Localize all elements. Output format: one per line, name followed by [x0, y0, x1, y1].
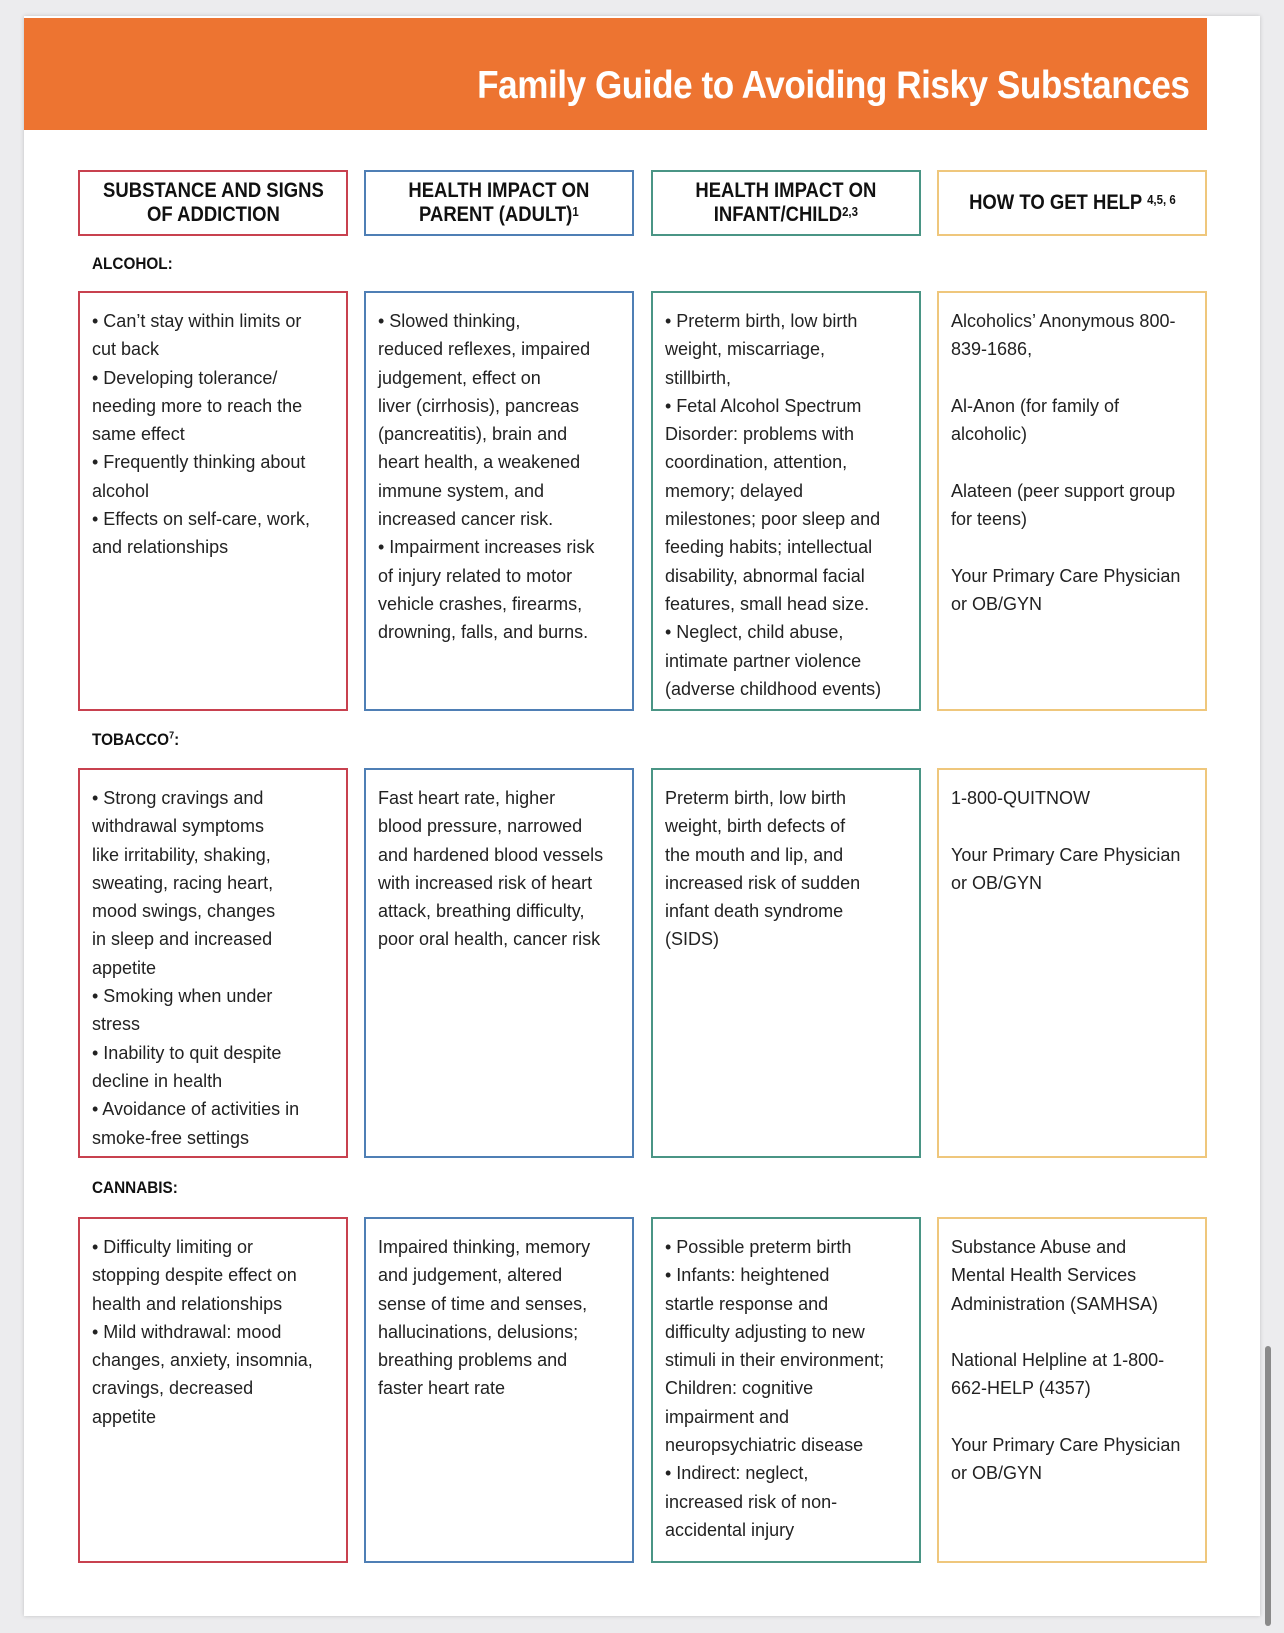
- header-impact-parent: [364, 170, 634, 236]
- alcohol-help-cell: [937, 291, 1207, 711]
- cell-text: • Possible preterm birth • Infants: heightened startle response and difficulty adjusting to new stimuli in their environment; Children: cognitive impairment and neuropsychiatric disease • Indirect: neglect, increased risk of non- accidental injury: [665, 1237, 885, 1540]
- header-footnote: 4,5, 6: [1146, 192, 1176, 207]
- vertical-scrollbar[interactable]: [1265, 1346, 1271, 1626]
- tobacco-help-cell: [937, 768, 1207, 1158]
- cannabis-signs-cell: [78, 1217, 348, 1563]
- cell-text: • Preterm birth, low birth weight, miscarriage, stillbirth, • Fetal Alcohol Spectrum Disorder: problems with coordination, attention, memory; delayed milestones; poor sleep and feeding habits; intellectual disability, abnormal facial features, small head size. • Neglect, child abuse, intimate partner violence (adverse childhood events): [665, 311, 882, 699]
- cell-text: Substance Abuse and Mental Health Services Administration (SAMHSA) National Helpline at 1-800- 662-HELP (4357) Your Primary Care Physician or OB/GYN: [951, 1237, 1181, 1484]
- tobacco-signs-cell: [78, 768, 348, 1158]
- header-footnote: 2,3: [842, 204, 859, 219]
- cell-text: Impaired thinking, memory and judgement, altered sense of time and senses, hallucinations, delusions; breathing problems and faster heart rate: [378, 1237, 591, 1399]
- cell-text: • Difficulty limiting or stopping despite effect on health and relationships • Mild withdrawal: mood changes, anxiety, insomnia, cravings, decreased appetite: [92, 1237, 313, 1427]
- tobacco-child-impact-cell: [651, 768, 921, 1158]
- cell-text: Fast heart rate, higher blood pressure, narrowed and hardened blood vessels with increased risk of heart attack, breathing difficulty, poor oral health, cancer risk: [378, 788, 604, 950]
- alcohol-signs-cell: [78, 291, 348, 711]
- cell-text: • Slowed thinking, reduced reflexes, impaired judgement, effect on liver (cirrhosis), pancreas (pancreatitis), brain and heart health, a weakened immune system, and increased cancer risk. • Impairment increases risk of injury related to motor vehicle crashes, firearms, drowning, falls, and burns.: [378, 311, 595, 643]
- cannabis-help-cell: [937, 1217, 1207, 1563]
- document-page: [24, 16, 1260, 1616]
- header-substance-signs: [78, 170, 348, 236]
- header-get-help: [937, 170, 1207, 236]
- title-banner: [24, 18, 1207, 130]
- alcohol-parent-impact-cell: [364, 291, 634, 711]
- header-impact-child: [651, 170, 921, 236]
- header-label: HOW TO GET HELP: [968, 191, 1142, 214]
- cell-text: Alcoholics’ Anonymous 800- 839-1686, Al-Anon (for family of alcoholic) Alateen (peer support group for teens) Your Primary Care Physician or OB/GYN: [951, 311, 1181, 614]
- header-label: HEALTH IMPACT ON PARENT (ADULT): [408, 179, 590, 226]
- header-footnote: 1: [572, 204, 579, 219]
- cell-text: Preterm birth, low birth weight, birth defects of the mouth and lip, and increased risk of sudden infant death syndrome (SIDS): [665, 788, 861, 950]
- cell-text: 1-800-QUITNOW Your Primary Care Physician or OB/GYN: [951, 788, 1181, 893]
- section-footnote: 7: [169, 730, 175, 742]
- section-label-suffix: :: [174, 730, 180, 749]
- cannabis-child-impact-cell: [651, 1217, 921, 1563]
- cell-text: • Strong cravings and withdrawal symptoms like irritability, shaking, sweating, racing heart, mood swings, changes in sleep and increased appetite • Smoking when under stress • Inability to quit despite decline in health • Avoidance of activities in smoke-free settings: [92, 788, 300, 1148]
- section-label-text: TOBACCO: [92, 730, 170, 749]
- section-label-cannabis: CANNABIS:: [92, 1178, 178, 1197]
- tobacco-parent-impact-cell: [364, 768, 634, 1158]
- alcohol-child-impact-cell: [651, 291, 921, 711]
- header-label: HEALTH IMPACT ON INFANT/CHILD: [695, 179, 877, 226]
- cannabis-parent-impact-cell: [364, 1217, 634, 1563]
- header-label: SUBSTANCE AND SIGNS OF ADDICTION: [102, 179, 324, 226]
- section-label-alcohol: ALCOHOL:: [92, 254, 173, 273]
- section-label-tobacco: [92, 730, 179, 750]
- page-title: Family Guide to Avoiding Risky Substances: [476, 64, 1189, 107]
- cell-text: • Can’t stay within limits or cut back • Developing tolerance/ needing more to reach the same effect • Frequently thinking about alcohol • Effects on self-care, work, and relationships: [92, 311, 311, 558]
